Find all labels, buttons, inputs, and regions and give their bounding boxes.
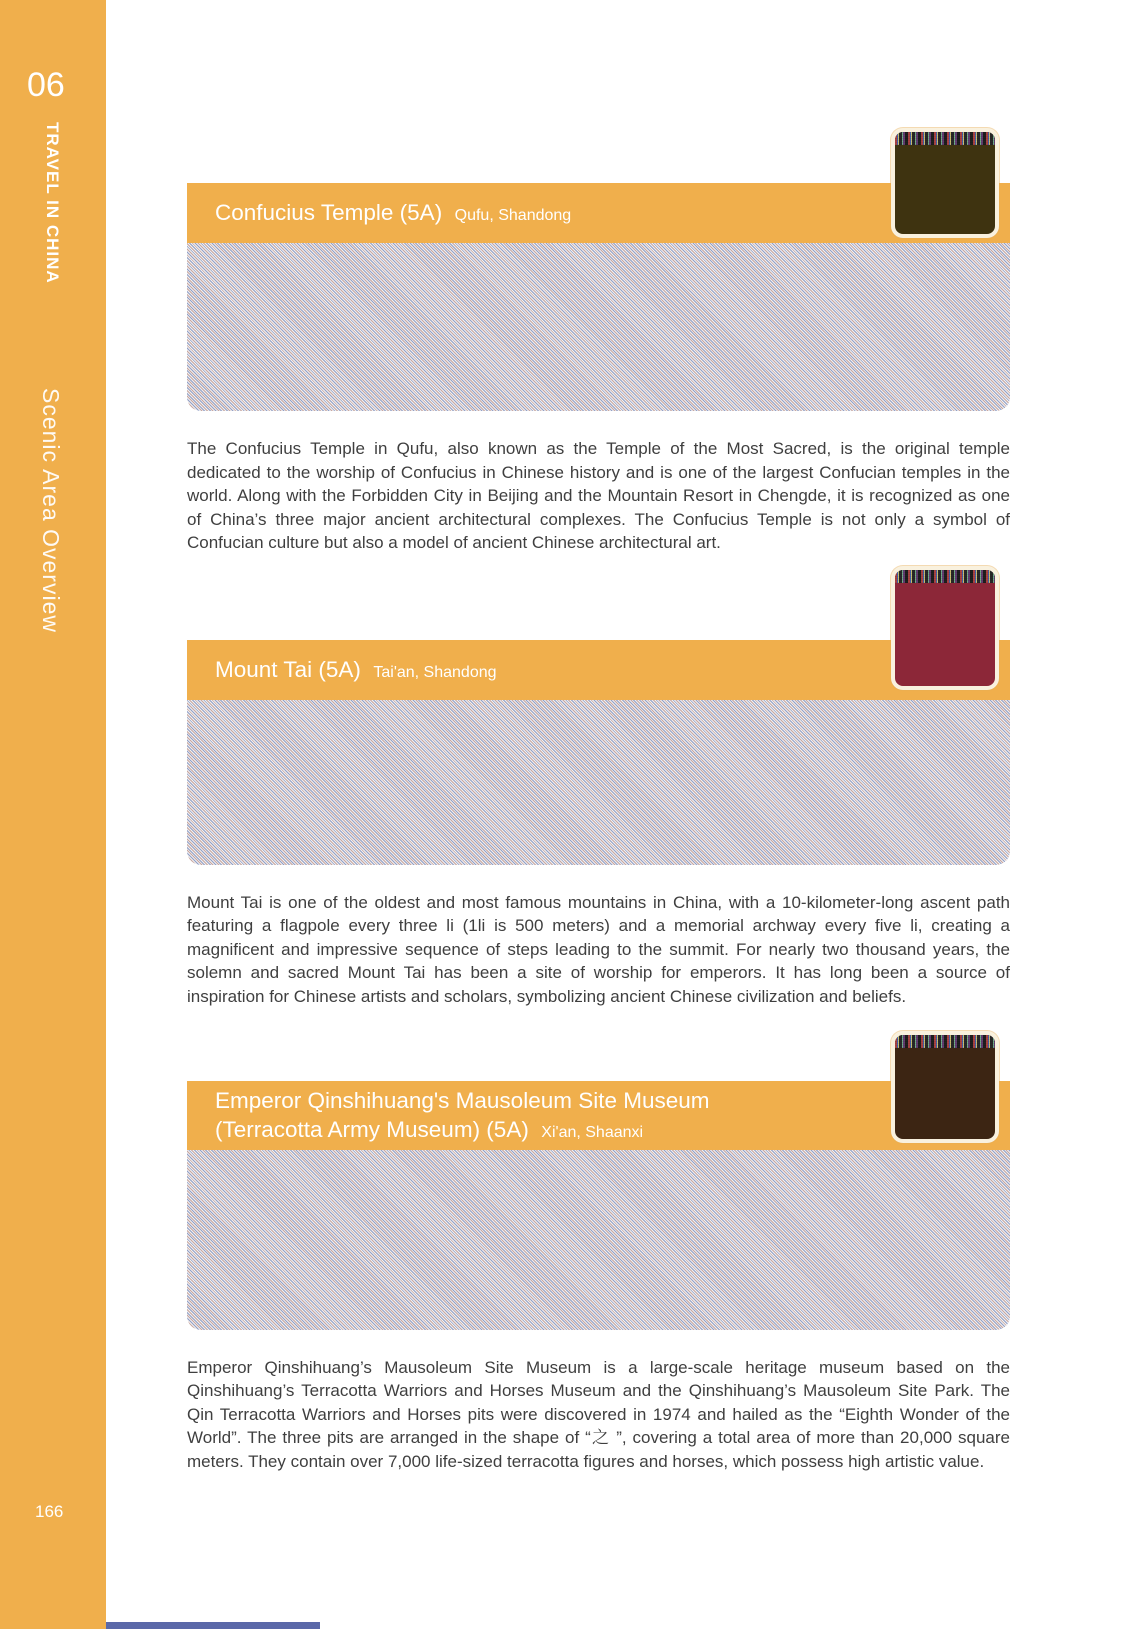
page-number: 166 <box>35 1502 64 1521</box>
section-header-text <box>215 1086 815 1145</box>
section-title: Emperor Qinshihuang's Mausoleum Site Museum (Terracotta Army Museum) (5A) <box>215 1088 710 1143</box>
image-placeholder <box>187 243 1010 411</box>
image-placeholder <box>187 1150 1010 1330</box>
image-noise-strip <box>895 132 995 145</box>
page-content <box>187 0 1010 1473</box>
section-body-text: The Confucius Temple in Qufu, also known as the Temple of the Most Sacred, is the original temple dedicated to the worship of Confucius in Chinese history and is one of the largest Confucian temples in the world. Along with the Forbidden City in Beijing and the Mountain Resort in Chengde, it is recognized as one of China’s three major ancient architectural complexes. The Confucius Temple is not only a symbol of Confucian culture but also a model of ancient Chinese architectural art. <box>187 439 1010 552</box>
section-title: Mount Tai (5A) <box>215 656 361 682</box>
image-noise-strip <box>895 1035 995 1048</box>
section-mount-tai <box>187 640 1010 1009</box>
section-header-bar <box>187 1081 1010 1150</box>
section-body-text: Mount Tai is one of the oldest and most famous mountains in China, with a 10-kilometer-long ascent path featuring a flagpole every three li (1li is 500 meters) and a memorial archway every five li, creating a magnificent and impressive sequence of steps leading to the summit. For nearly two thousand years, the solemn and sacred Mount Tai has been a site of worship for emperors. It has long been a source of inspiration for Chinese artists and scholars, symbolizing ancient Chinese civilization and beliefs. <box>187 892 1010 1006</box>
footer-accent-bar <box>106 1622 320 1629</box>
image-noise-strip <box>895 570 995 583</box>
section-terracotta-army-museum <box>187 1081 1010 1473</box>
section-header-bar <box>187 640 1010 700</box>
section-header-text <box>215 198 571 227</box>
image-placeholder <box>187 700 1010 865</box>
section-body-text: Emperor Qinshihuang’s Mausoleum Site Museum is a large-scale heritage museum based on the Qinshihuang’s Terracotta Warriors and Horses Museum and the Qinshihuang’s Mausoleum Site Park. The Qin Terracotta Warriors and Horses pits were discovered in 1974 and hailed as the “Eighth Wonder of the World”. The three pits are arranged in the shape of “之 ”, covering a total area of more than 20,000 square meters. They contain over 7,000 life-sized terracotta figures and horses, which possess high artistic value. <box>187 1357 1010 1471</box>
photo-thumbnail <box>891 1031 999 1143</box>
section-title: Confucius Temple (5A) <box>215 200 443 226</box>
photo-thumbnail <box>891 128 999 238</box>
section-header-bar <box>187 183 1010 243</box>
section-overview-title: Scenic Area Overview <box>38 388 64 633</box>
chapter-sidebar <box>0 0 106 1629</box>
section-confucius-temple <box>187 183 1010 555</box>
chapter-title: TRAVEL IN CHINA <box>43 122 62 284</box>
section-location: Tai'an, Shandong <box>373 663 497 681</box>
section-location: Xi'an, Shaanxi <box>541 1124 644 1142</box>
section-location: Qufu, Shandong <box>454 207 572 225</box>
chapter-number: 06 <box>27 66 65 104</box>
photo-thumbnail <box>891 566 999 690</box>
section-header-text <box>215 655 497 684</box>
